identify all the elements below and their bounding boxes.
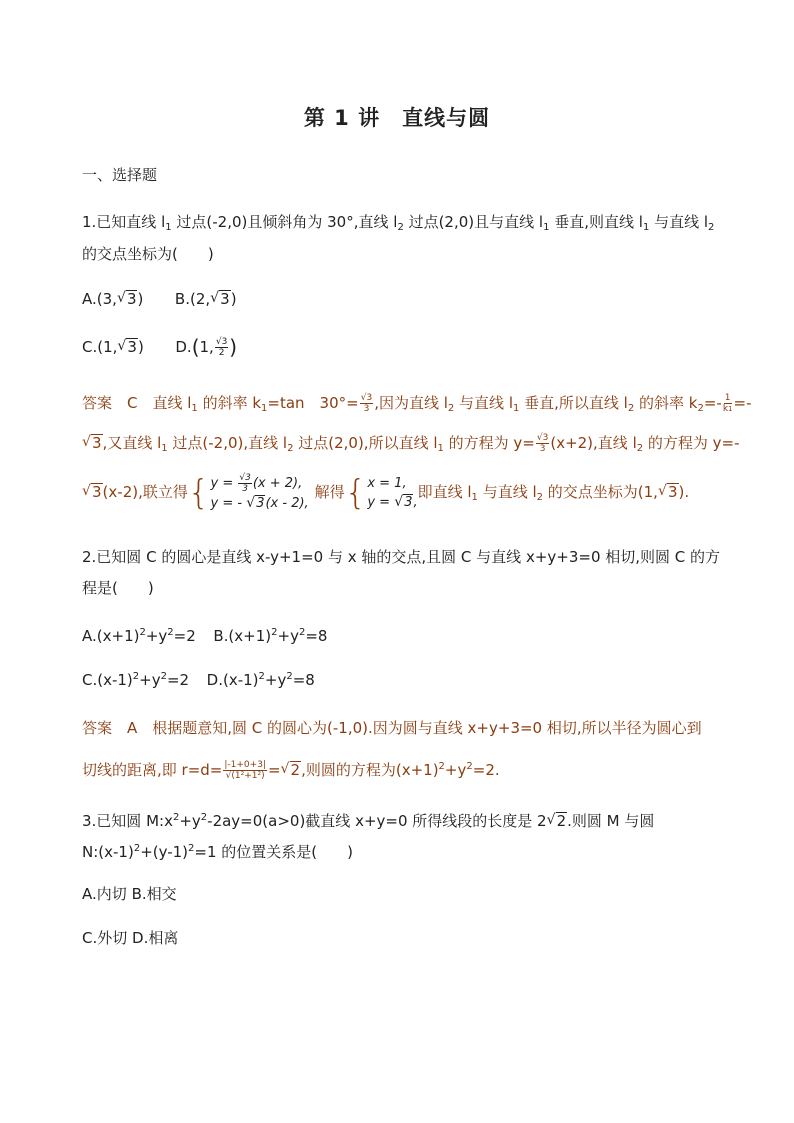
q2-answer-line2: 切线的距离,即 r=d= $\frac{|-1+0+3|}{\text{√(1²+1²)}}$ =√ 2,则圆的方程为$(x+1)^2+y^2=2$. xyxy=(82,754,500,783)
q3-option-c: C.外切 xyxy=(82,929,128,947)
lecture-number: 第 1 讲 xyxy=(303,106,381,130)
q1-options-ab xyxy=(82,288,237,310)
q1-option-a: A.(3,√ 3) xyxy=(82,290,143,308)
q2-option-d: $D.(x-1)^2+y^2=8$ xyxy=(206,671,315,689)
q1-option-c: C.(1,√ 3) xyxy=(82,338,144,356)
q1-stem-line1: 1.已知直线 $l_1$ 过点(-2,0)且倾斜角为 30°,直线 $l_2$ 过点(2,0)且与直线 $l_1$ 垂直,则直线 $l_1$ 与直线 $l_2$ xyxy=(82,213,715,233)
section-heading: 一、选择题 xyxy=(82,166,158,184)
q3-option-b: B.相交 xyxy=(131,885,177,903)
q1-option-d: D.(1, $\frac{√3}{2}$ ) xyxy=(175,335,238,359)
lecture-topic: 直线与圆 xyxy=(402,106,491,130)
q1-answer-line2: √ 3,又直线 $l_1$ 过点(-2,0),直线 $l_2$ 过点(2,0),所以直线 $l_1$ 的方程为 y= $\frac{√3}{3}$ (x+2),直线 $l_2$ 的方程为 y=- xyxy=(82,432,740,460)
q3-stem-line1: 3.已知圆 $M:x^2+y^2-2ay=0(a>0)$截直线 x+y=0 所得线段的长度是 2√ 2.则圆 M 与圆 xyxy=(82,807,654,832)
q2-options-ab xyxy=(82,622,327,647)
q3-options-ab xyxy=(82,883,177,905)
q2-option-a: $A.(x+1)^2+y^2=2$ xyxy=(82,627,196,645)
q3-options-cd xyxy=(82,927,178,949)
page-title xyxy=(0,102,794,132)
q1-options-cd xyxy=(82,336,237,358)
q3-option-a: A.内切 xyxy=(82,885,127,903)
q1-stem-line2: 的交点坐标为( ) xyxy=(82,245,214,263)
q2-options-cd xyxy=(82,666,315,691)
q3-option-d: D.相离 xyxy=(132,929,179,947)
q2-stem-line2: 程是( ) xyxy=(82,579,154,597)
q1-option-b: B.(2,√ 3) xyxy=(175,290,237,308)
q2-option-c: $C.(x-1)^2+y^2=2$ xyxy=(82,671,190,689)
q3-stem-line2: $N:(x-1)^2+(y-1)^2=1$ 的位置关系是( ) xyxy=(82,843,353,861)
q2-answer-line1: 答案 A 根据题意知,圆 C 的圆心为(-1,0).因为圆与直线 x+y+3=0 相切,所以半径为圆心到 xyxy=(82,719,702,737)
q1-answer-line3: √ 3(x-2),联立得{ y = $\frac{√3}{3}$ (x + 2), y = - √ 3(x - 2), 解得{ x = 1, y = √ 3, 即直线 $l_1$ 与直线 $l_2$ 的交点坐标为(1,√ 3). xyxy=(82,470,689,520)
q2-stem-line1: 2.已知圆 C 的圆心是直线 x-y+1=0 与 x 轴的交点,且圆 C 与直线 x+y+3=0 相切,则圆 C 的方 xyxy=(82,548,721,566)
q1-answer-line1: 答案 C 直线 $l_1$ 的斜率 $k_1=\tan$ 30°= $\frac{√3}{3}$ ,因为直线 $l_2$ 与直线 $l_1$ 垂直,所以直线 $l_2$ 的斜率 $k_2=-$ $\frac{1}{k1}$ =- xyxy=(82,393,752,414)
q2-option-b: $B.(x+1)^2+y^2=8$ xyxy=(213,627,328,645)
